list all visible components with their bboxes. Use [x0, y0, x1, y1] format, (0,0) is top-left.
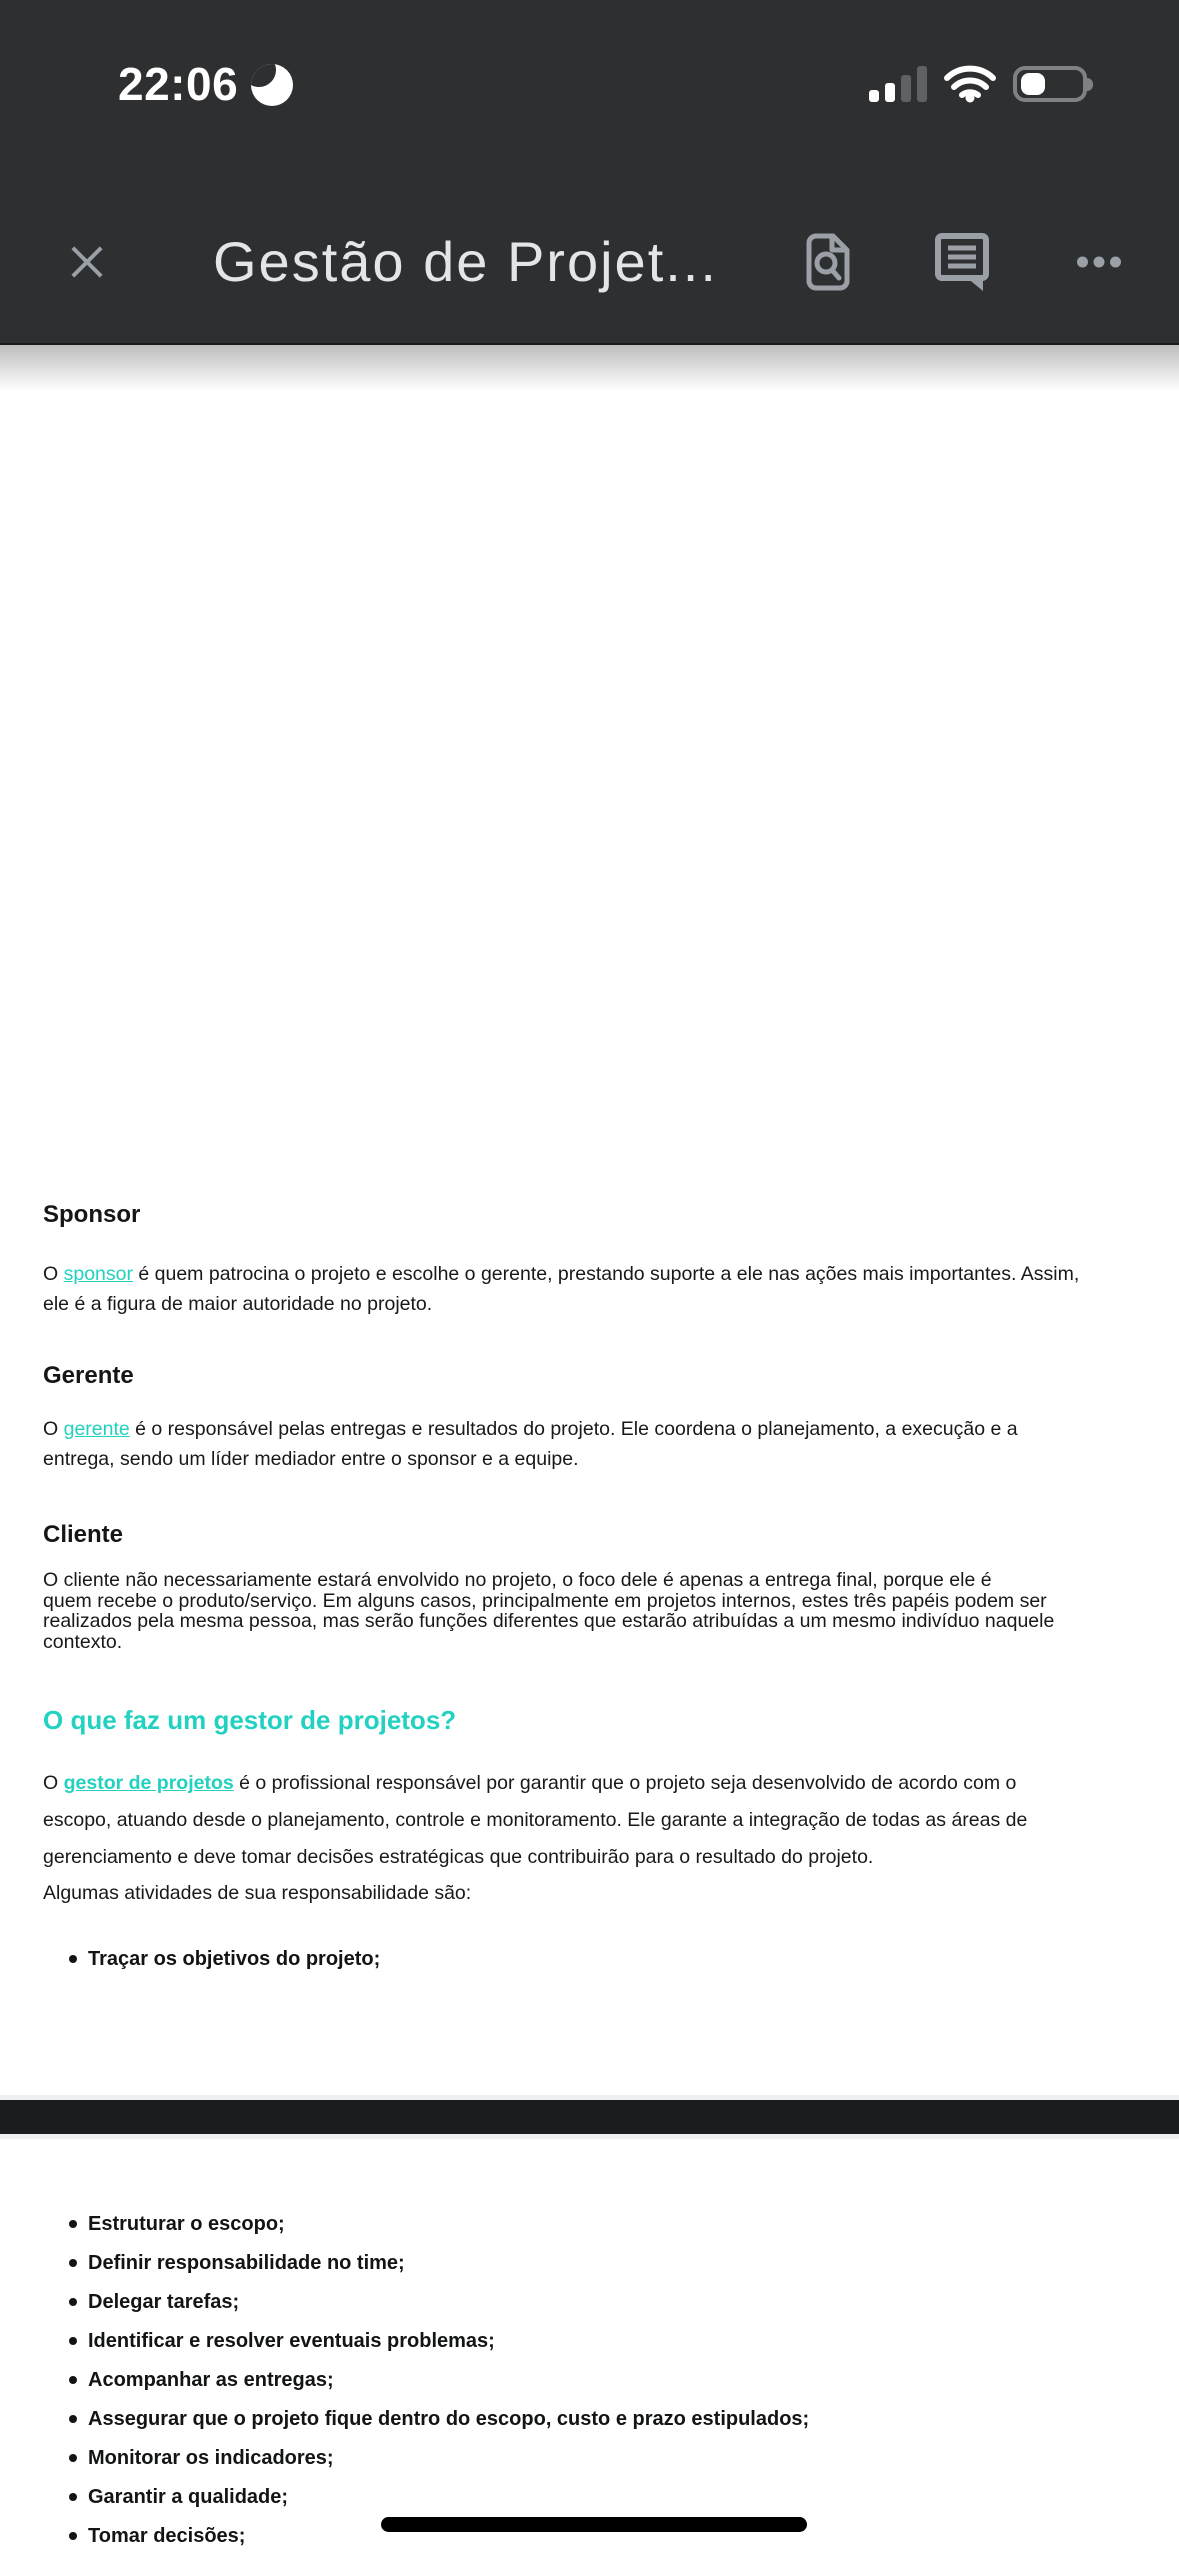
- bullet-icon: [69, 2415, 77, 2423]
- text-run: O: [43, 1418, 64, 1440]
- text-run: é o profissional responsável por garantir que o projeto seja desenvolvido de acordo com o: [233, 1772, 1017, 1794]
- wifi-icon: [944, 65, 996, 103]
- bullet-icon: [69, 2298, 77, 2306]
- text-line: contexto.: [43, 1630, 123, 1653]
- page-break-gap: [0, 2095, 1179, 2139]
- text-line: quem recebe o produto/serviço. Em alguns casos, principalmente em projetos internos, estes três papéis podem ser: [43, 1589, 1047, 1612]
- bullet-text: Estruturar o escopo;: [88, 2213, 285, 2235]
- text-line: escopo, atuando desde o planejamento, controle e monitoramento. Ele garante a integração de todas as áreas de: [43, 1809, 1028, 1831]
- bullet-text: Definir responsabilidade no time;: [88, 2252, 405, 2274]
- cellular-signal-icon: [869, 66, 927, 102]
- comments-button[interactable]: [935, 233, 989, 291]
- status-left: [118, 58, 293, 110]
- overflow-menu-icon: [1077, 256, 1121, 268]
- heading-cliente: Cliente: [43, 1521, 124, 1548]
- bullet-icon: [69, 2493, 77, 2501]
- bullet-icon: [69, 2454, 77, 2462]
- battery-icon: [1013, 66, 1087, 102]
- list-item: [69, 2250, 809, 2276]
- bullet-text: Garantir a qualidade;: [88, 2486, 289, 2508]
- list-item: [69, 1946, 380, 1972]
- clock: 22:06: [118, 58, 239, 110]
- list-item: [69, 2211, 809, 2237]
- battery-fill: [1021, 73, 1045, 95]
- paragraph-sponsor: [43, 1259, 1079, 1319]
- comments-icon: [935, 233, 989, 291]
- text-line: realizados pela mesma pessoa, mas serão funções diferentes que estarão atribuídas a um mesmo indivíduo naquele: [43, 1610, 1055, 1632]
- status-right: [869, 65, 1087, 103]
- heading-gestor: O que faz um gestor de projetos?: [43, 1705, 457, 1735]
- list-item: [69, 2289, 809, 2315]
- paragraph-cliente: [43, 1570, 1054, 1652]
- list-item: [69, 2328, 809, 2354]
- text-run: O: [43, 1263, 64, 1285]
- status-bar: [118, 46, 1087, 122]
- heading-gerente: Gerente: [43, 1362, 134, 1389]
- overflow-menu-button[interactable]: [1077, 256, 1121, 268]
- text-run: é quem patrocina o projeto e escolhe o gerente, prestando suporte a ele nas ações mais importantes. Assim,: [132, 1263, 1080, 1285]
- paragraph-atividades: Algumas atividades de sua responsabilidade são:: [43, 1882, 472, 1904]
- toolbar-shadow: [0, 345, 1179, 391]
- bullet-text: Traçar os objetivos do projeto;: [88, 1948, 381, 1970]
- bullet-icon: [69, 2337, 77, 2345]
- text-line: [43, 1765, 1027, 1802]
- find-in-document-icon: [805, 233, 851, 291]
- bullet-list-page1: [69, 1946, 380, 1985]
- home-indicator[interactable]: [381, 2517, 807, 2532]
- bullet-icon: [69, 2259, 77, 2267]
- bullet-text: Assegurar que o projeto fique dentro do escopo, custo e prazo estipulados;: [88, 2408, 810, 2430]
- list-item: [69, 2406, 809, 2432]
- bullet-icon: [69, 2220, 77, 2228]
- moon-icon: [251, 64, 293, 106]
- toolbar: [63, 200, 1121, 324]
- text-line: O cliente não necessariamente estará envolvido no projeto, o foco dele é apenas a entrega final, porque ele é: [43, 1569, 992, 1591]
- bullet-icon: [69, 2376, 77, 2384]
- text-line: ele é a figura de maior autoridade no projeto.: [43, 1293, 433, 1315]
- list-item: [69, 2445, 809, 2471]
- close-icon: [63, 238, 111, 286]
- paragraph-gestor: [43, 1765, 1027, 1876]
- find-in-document-button[interactable]: [805, 233, 851, 291]
- list-item: [69, 2367, 809, 2393]
- moon-icon-cutout: [251, 64, 276, 87]
- header: [0, 0, 1179, 345]
- text-run: é o responsável pelas entregas e resultados do projeto. Ele coordena o planejamento, a execução e a: [129, 1418, 1018, 1440]
- close-button[interactable]: [63, 238, 111, 286]
- text-line: [43, 1414, 1018, 1444]
- paragraph-gerente: [43, 1414, 1018, 1474]
- bullet-icon: [69, 1955, 77, 1963]
- heading-sponsor: Sponsor: [43, 1201, 141, 1228]
- text-line: entrega, sendo um líder mediador entre o sponsor e a equipe.: [43, 1448, 579, 1470]
- battery-nub: [1087, 78, 1093, 91]
- bullet-text: Delegar tarefas;: [88, 2291, 240, 2313]
- text-run: O: [43, 1772, 64, 1794]
- bullet-icon: [69, 2532, 77, 2540]
- link-gestor-de-projetos[interactable]: gestor de projetos: [63, 1772, 234, 1794]
- bullet-list-page2: [69, 2211, 809, 2556]
- bullet-text: Identificar e resolver eventuais problemas;: [88, 2330, 495, 2352]
- link-sponsor[interactable]: sponsor: [63, 1263, 133, 1285]
- bullet-text: Monitorar os indicadores;: [88, 2447, 334, 2469]
- text-line: gerenciamento e deve tomar decisões estratégicas que contribuirão para o resultado do projeto.: [43, 1846, 874, 1868]
- text-line: [43, 1259, 1079, 1289]
- bullet-text: Tomar decisões;: [88, 2525, 246, 2547]
- document-title: Gestão de Projet...: [213, 230, 718, 293]
- bullet-text: Acompanhar as entregas;: [88, 2369, 334, 2391]
- list-item: [69, 2484, 809, 2510]
- link-gerente[interactable]: gerente: [63, 1418, 130, 1440]
